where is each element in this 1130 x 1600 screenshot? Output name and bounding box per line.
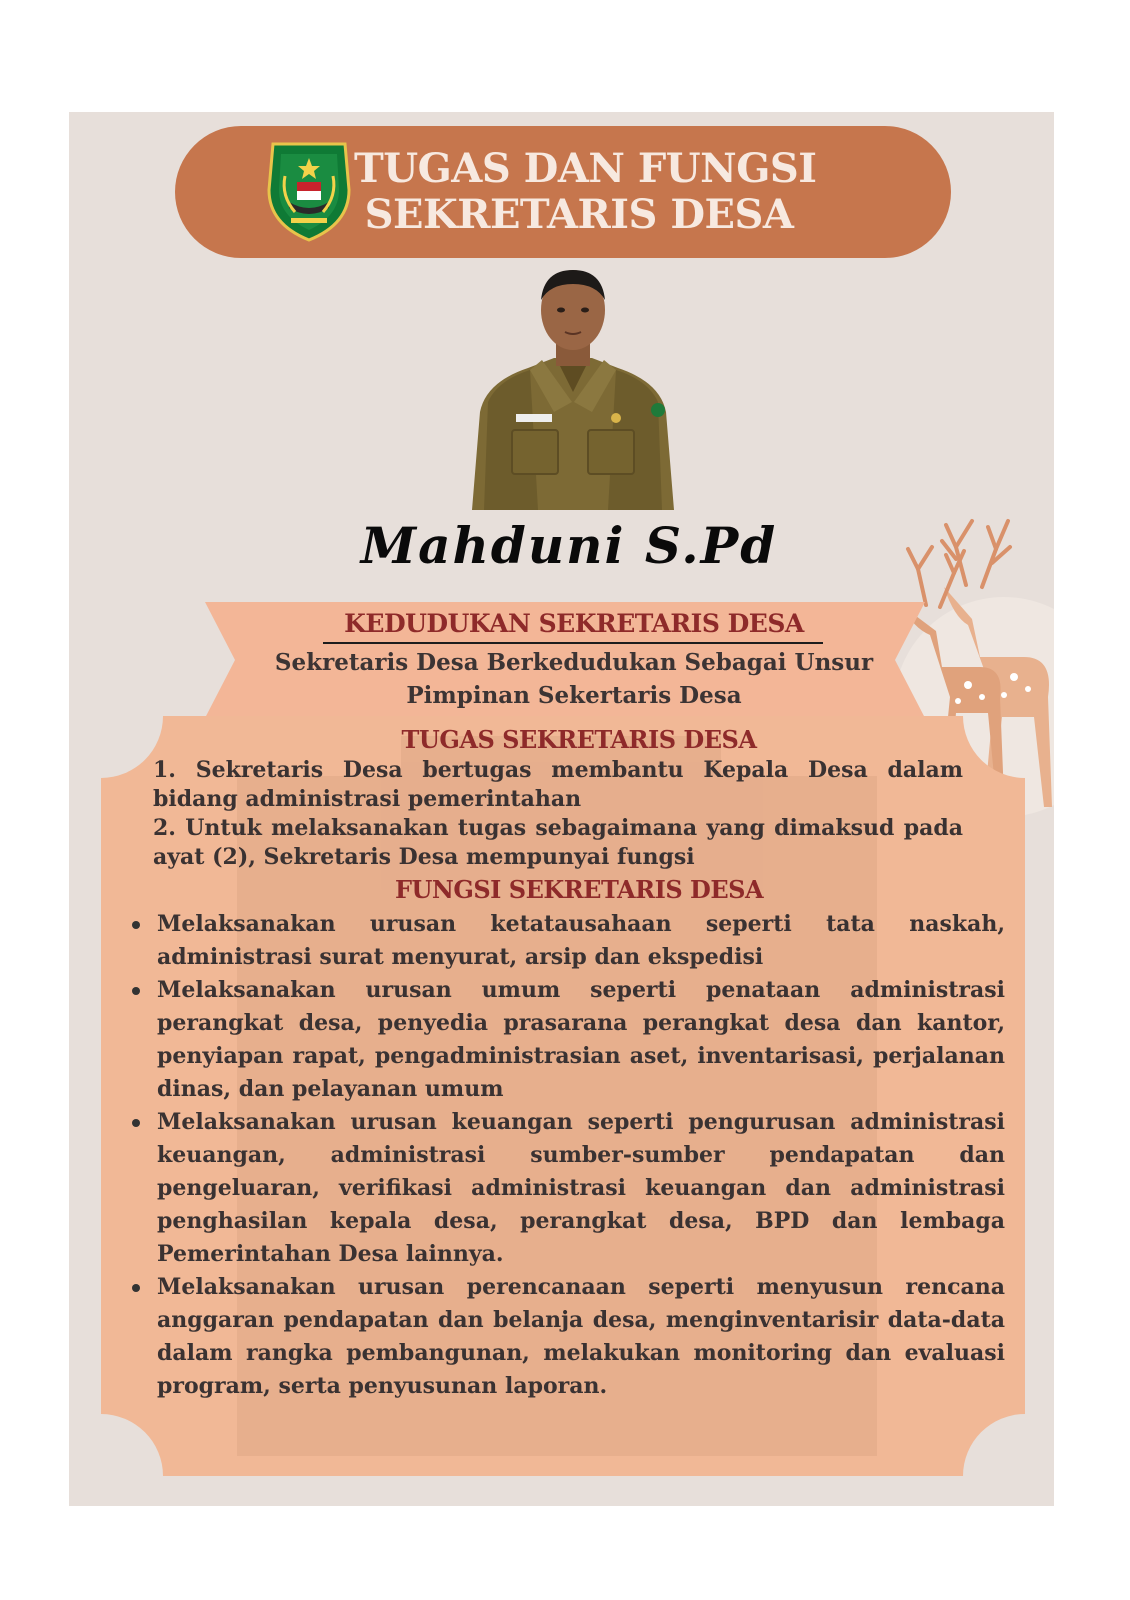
- village-ministry-emblem-icon: [263, 136, 355, 242]
- page-title: [354, 145, 817, 238]
- fungsi-list: [153, 908, 1005, 1403]
- kedudukan-line-2: Pimpinan Sekertaris Desa: [406, 682, 742, 709]
- content-body: [153, 724, 1005, 1403]
- tugas-title: TUGAS SEKRETARIS DESA: [401, 725, 757, 754]
- list-item-text: Melaksanakan urusan perencanaan seperti menyusun rencana anggaran pendapatan dan belanja desa, menginventarisir data-data dalam rangka pembangunan, melakukan monitoring dan evaluasi program, serta penyusunan laporan.: [157, 1274, 1005, 1399]
- list-item: 2. Untuk melaksanakan tugas sebagaimana yang dimaksud pada ayat (2), Sekretaris Desa mempunyai fungsi: [153, 815, 963, 870]
- kedudukan-description: [254, 646, 894, 712]
- list-item: [153, 908, 1005, 974]
- title-line-2: SEKRETARIS DESA: [364, 191, 794, 238]
- list-item: [153, 974, 1005, 1106]
- poster: [69, 112, 1054, 1506]
- person-name: Mahduni S.Pd: [360, 516, 778, 575]
- bullet-icon: [132, 1119, 140, 1127]
- kedudukan-line-1: Sekretaris Desa Berkedudukan Sebagai Unsur: [274, 649, 874, 676]
- list-item: [153, 1271, 1005, 1403]
- kedudukan-title: KEDUDUKAN SEKRETARIS DESA: [344, 609, 804, 638]
- bullet-icon: [132, 1284, 140, 1292]
- list-item: 1. Sekretaris Desa bertugas membantu Kepala Desa dalam bidang administrasi pemerintahan: [153, 757, 963, 812]
- official-portrait-photo: [468, 262, 678, 510]
- bullet-icon: [132, 987, 140, 995]
- list-item-text: Melaksanakan urusan keuangan seperti pengurusan administrasi keuangan, administrasi sumber-sumber pendapatan dan pengeluaran, verifikasi administrasi keuangan dan administrasi penghasilan kepala desa, perangkat desa, BPD dan lembaga Pemerintahan Desa lainnya.: [157, 1109, 1005, 1267]
- list-item-text: Melaksanakan urusan umum seperti penataan administrasi perangkat desa, penyedia prasarana perangkat desa dan kantor, penyiapan rapat, pengadministrasian aset, inventarisasi, perjalanan dinas, dan pelayanan umum: [157, 977, 1005, 1102]
- title-line-1: TUGAS DAN FUNGSI: [354, 145, 817, 192]
- bullet-icon: [132, 921, 140, 929]
- list-item-text: Melaksanakan urusan ketatausahaan seperti tata naskah, administrasi surat menyurat, arsip dan ekspedisi: [157, 911, 1005, 970]
- tugas-list: [153, 756, 963, 872]
- list-item: [153, 1106, 1005, 1271]
- title-underline: [323, 642, 823, 644]
- fungsi-title: FUNGSI SEKRETARIS DESA: [394, 875, 764, 904]
